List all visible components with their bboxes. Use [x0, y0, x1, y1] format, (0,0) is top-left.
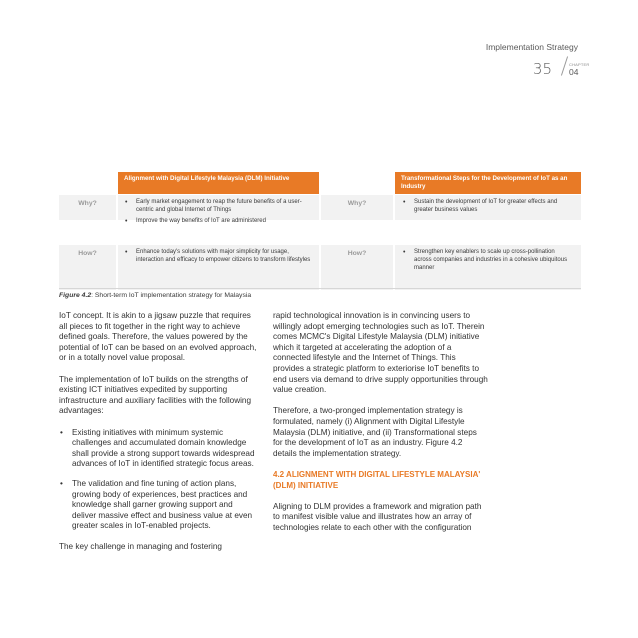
figure-caption-label: Figure 4.2 — [59, 292, 92, 299]
paragraph: The implementation of IoT builds on the strengths of existing ICT initiatives expedited by supporting infrastructure and auxiliary facilities with the following advantages: — [59, 374, 252, 416]
body-column-left — [59, 311, 259, 553]
list-item: • Sustain the development of IoT for greater effects and greater business values — [399, 199, 574, 215]
why-row — [59, 195, 581, 241]
how-right-bullets — [399, 249, 574, 275]
how-right-label: How? — [347, 250, 367, 257]
paragraph: The key challenge in managing and fostering — [59, 542, 222, 552]
why-left-label: Why? — [78, 200, 97, 207]
chapter-label: CHAPTER — [569, 62, 590, 67]
list-item: • Enhance today's solutions with major simplicity for usage, interaction and efficacy to empower citizens to transform lifestyles — [121, 249, 311, 265]
paragraph: Aligning to DLM provides a framework and migration path to manifest visible value and illustrates how an array of technologies relate to each other with the configuration — [273, 501, 482, 532]
how-left-label: How? — [78, 250, 97, 257]
paragraph: IoT concept. It is akin to a jigsaw puzzle that requires all pieces to fit together in the right way to achieve defined goals. Therefore, the values powered by the potential of IoT can be based on an evolved approach, or in a totally novel value proposal. — [59, 311, 257, 363]
figure-caption-text: : Short-term IoT implementation strategy for Malaysia — [91, 292, 252, 299]
why-left-bullets — [121, 199, 311, 228]
chapter-number: 04 — [569, 67, 579, 77]
why-right-label: Why? — [347, 200, 367, 207]
body-column-right — [273, 311, 488, 533]
list-item: • Strengthen key enablers to scale up cross-pollination across companies and industries in a cohesive ubiquitous manner — [399, 249, 574, 272]
table-bottom-rule — [59, 288, 581, 289]
list-item: • Improve the way benefits of IoT are administered — [121, 218, 311, 226]
iot-industry-column-header: Transformational Steps for the Development of IoT as an Industry — [395, 172, 581, 194]
running-header-title: Implementation Strategy — [485, 42, 578, 52]
section-heading: 4.2 ALIGNMENT WITH DIGITAL LIFESTYLE MALAYSIA' (DLM) INITIATIVE — [273, 469, 481, 490]
advantages-list — [59, 428, 259, 532]
list-item: • The validation and fine tuning of action plans, growing body of experiences, best practices and knowledge shall garner growing support and deliver massive effect and business value at even greater scales in IoT-enabled projects. — [59, 479, 259, 532]
why-right-bullets — [399, 199, 574, 218]
how-left-bullets — [121, 249, 311, 268]
page-number-slash — [561, 56, 568, 75]
how-row — [59, 245, 581, 290]
list-item: • Existing initiatives with minimum systemic challenges and accumulated domain knowledge shall provide a strong support towards widespread advances of IoT in identified strategic focus areas. — [59, 428, 259, 470]
paragraph: rapid technological innovation is in convincing users to willingly adopt emerging technologies such as IoT. Therein comes MCMC's Digital Lifestyle Malaysia (DLM) initiative which it targeted at accelerating the adoption of a connected lifestyle and the Internet of Things. This provides a strategic platform to exteriorise IoT benefits to end users via demand to drive supply opportunities through value creation. — [273, 311, 488, 395]
paragraph: Therefore, a two-pronged implementation strategy is formulated, namely (i) Alignment with Digital Lifestyle Malaysia (DLM) initiative, and (ii) Transformational steps for the development of IoT as an industry. Figure 4.2 details the implementation strategy. — [273, 406, 477, 458]
list-item: • Early market engagement to reap the future benefits of a user-centric and global Internet of Things — [121, 199, 311, 215]
figure-caption — [59, 292, 251, 299]
page-number: 35 — [532, 60, 552, 78]
dlm-column-header: Alignment with Digital Lifestyle Malaysia (DLM) Initiative — [118, 172, 319, 194]
